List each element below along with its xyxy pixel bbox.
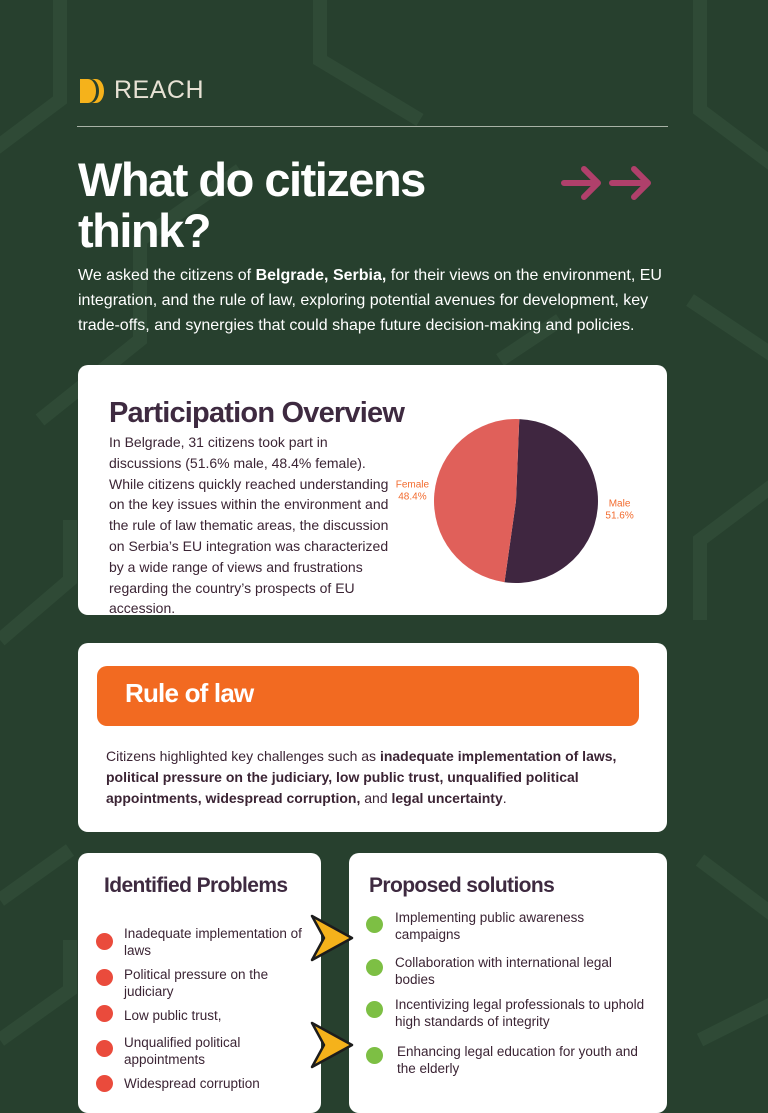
identified-problems-card: [78, 853, 321, 1113]
solution-bullet-icon: [366, 1047, 383, 1064]
pie-label-female: Female: [395, 479, 430, 491]
rule-of-law-card: [78, 643, 667, 832]
intro-location: Belgrade, Serbia,: [255, 267, 387, 284]
solutions-title: Proposed solutions: [369, 874, 555, 897]
problem-bullet-icon: [96, 1005, 113, 1022]
rule-of-law-banner: [97, 666, 639, 726]
rule-of-law-summary: [106, 746, 646, 809]
header-divider: [77, 126, 668, 127]
law-plain-text: Citizens highlighted key challenges such as: [106, 748, 380, 764]
solution-item: Enhancing legal education for youth and the elderly: [397, 1044, 638, 1076]
participation-overview-card: [78, 365, 667, 615]
problems-title: Identified Problems: [104, 874, 288, 897]
pie-value-male: 51.6%: [605, 510, 634, 522]
problem-bullet-icon: [96, 1040, 113, 1057]
brand-name: REACH: [114, 76, 205, 104]
law-highlight-text: legal uncertainty: [391, 790, 503, 806]
problem-item: Widespread corruption: [124, 1076, 260, 1091]
pointer-arrow-icon: [308, 912, 356, 964]
pie-slice-male: [505, 419, 598, 583]
pie-label-male: Male: [608, 498, 631, 510]
solution-item: Collaboration with international legal bodies: [395, 955, 612, 987]
problem-bullet-icon: [96, 933, 113, 950]
problem-bullet-icon: [96, 1075, 113, 1092]
intro-text-start: We asked the citizens of: [78, 267, 256, 284]
solution-item: Implementing public awareness campaigns: [395, 910, 585, 942]
law-highlight-text: inadequate implementation of laws, political pressure on the judiciary, low public trust, unqualified political appointments, widespread corruption,: [106, 748, 617, 806]
solution-bullet-icon: [366, 916, 383, 933]
law-plain-text: and: [360, 790, 392, 806]
problem-item: Low public trust,: [124, 1008, 222, 1023]
pie-slice-female: [434, 419, 519, 582]
problem-bullet-icon: [96, 969, 113, 986]
solution-bullet-icon: [366, 959, 383, 976]
reach-logo-icon: [78, 77, 106, 105]
problem-item: Political pressure on the judiciary: [124, 967, 269, 999]
double-arrow-icon: [560, 162, 655, 204]
pie-value-female: 48.4%: [398, 491, 427, 503]
rule-of-law-title: Rule of law: [125, 678, 254, 708]
page-title: What do citizens think?: [78, 153, 425, 257]
solution-item: Incentivizing legal professionals to uphold high standards of integrity: [395, 997, 645, 1029]
problem-item: Unqualified political appointments: [124, 1035, 241, 1067]
brand-logo: [78, 76, 204, 105]
overview-title: Participation Overview: [109, 397, 405, 429]
overview-text: In Belgrade, 31 citizens took part in discussions (51.6% male, 48.4% female). While citizens quickly reached understanding on the key issues within the environment and the rule of law thematic areas, the discussion on Serbia’s EU integration was characterized by a wide range of views and frustrations regarding the country’s prospects of EU accession.: [109, 434, 389, 617]
intro-text-end: for their views on the environment, EU integration, and the rule of law, exploring potential avenues for development, key trade-offs, and synergies that could shape future decision-making and policies.: [78, 267, 662, 334]
law-plain-text: .: [502, 790, 507, 806]
pointer-arrow-icon: [308, 1019, 356, 1071]
intro-paragraph: [78, 263, 678, 338]
gender-pie-chart: [386, 405, 646, 595]
problem-item: Inadequate implementation of laws: [124, 926, 302, 958]
solution-bullet-icon: [366, 1001, 383, 1018]
proposed-solutions-card: [349, 853, 667, 1113]
